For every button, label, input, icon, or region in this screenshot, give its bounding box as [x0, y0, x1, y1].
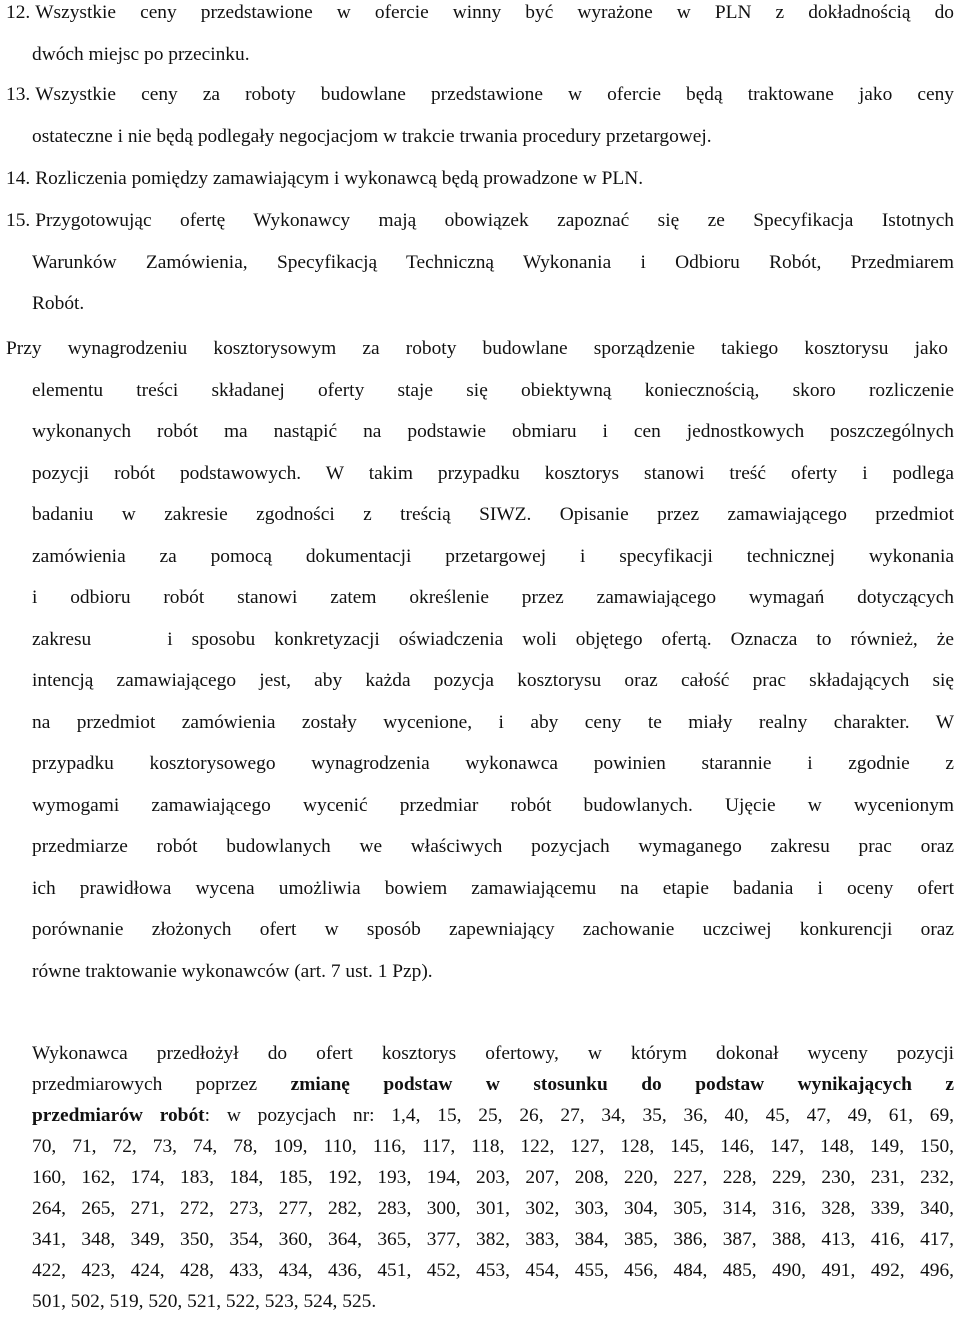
list-item-number: 13. [6, 84, 31, 105]
paragraph-line: intencją zamawiającego jest, aby każda pozycja kosztorysu oraz całość prac składających się [32, 670, 954, 691]
paragraph-line: badaniu w zakresie zgodności z treścią SIWZ. Opisanie przez zamawiającego przedmiot [32, 504, 954, 525]
paragraph-line: elementu treści składanej oferty staje się obiektywną koniecznością, skoro rozliczenie [32, 379, 954, 401]
paragraph-cost-estimate [6, 328, 954, 992]
paragraph-text: przedmiarowych poprzez [32, 1074, 258, 1095]
paragraph-line: zamówienia za pomocą dokumentacji przetargowej i specyfikacji technicznej wykonania [32, 545, 954, 567]
paragraph-line: na przedmiot zamówienia zostały wycenione, i aby ceny te miały realny charakter. W [32, 711, 954, 733]
paragraph-line: i odbioru robót stanowi zatem określenie przez zamawiającego wymagań dotyczących [32, 587, 954, 608]
list-item-text: Robót. [32, 293, 85, 314]
paragraph-line: Wykonawca przedłożył do ofert kosztorys ofertowy, w którym dokonał wyceny pozycji [32, 1043, 954, 1064]
list-item-text: Wszystkie ceny za roboty budowlane przedstawione w ofercie będą traktowane jako ceny [35, 84, 954, 105]
list-item-text: Wszystkie ceny przedstawione w ofercie winny być wyrażone w PLN z dokładnością do [35, 2, 954, 23]
paragraph-line: pozycji robót podstawowych. W takim przypadku kosztorys stanowi treść oferty i podlega [32, 462, 954, 484]
paragraph-line: ich prawidłowa wycena umożliwia bowiem zamawiającemu na etapie badania i oceny ofert [32, 877, 954, 899]
paragraph-line: 422, 423, 424, 428, 433, 434, 436, 451, 452, 453, 454, 455, 456, 484, 485, 490, 491, 492, 496, [32, 1260, 954, 1281]
list-item-text: dwóch miejsc po przecinku. [32, 43, 250, 65]
paragraph-line: zakresu i sposobu konkretyzacji oświadczenia woli objętego ofertą. Oznacza to również, że [32, 628, 954, 650]
paragraph-line: 341, 348, 349, 350, 354, 360, 364, 365, 377, 382, 383, 384, 385, 386, 387, 388, 413, 416, 417, [32, 1229, 954, 1250]
paragraph-text: : w pozycjach nr: 1,4, 15, 25, 26, 27, 34, 35, 36, 40, 45, 47, 49, 61, 69, [204, 1105, 954, 1126]
list-item-text: Warunków Zamówienia, Specyfikacją Techniczną Wykonania i Odbioru Robót, Przedmiarem [32, 251, 954, 273]
paragraph-contractor-positions [32, 1038, 954, 1317]
list-item-14 [6, 158, 954, 200]
paragraph-line [32, 1069, 954, 1100]
paragraph-bold-text: przedmiarów robót [32, 1105, 205, 1126]
paragraph-line [32, 1100, 954, 1131]
list-item-12 [6, 0, 954, 75]
paragraph-line: wymogami zamawiającego wycenić przedmiar robót budowlanych. Ujęcie w wycenionym [32, 794, 954, 816]
paragraph-line: 501, 502, 519, 520, 521, 522, 523, 524, 525. [32, 1291, 377, 1312]
list-item-number: 14. [6, 168, 31, 189]
list-item-text: Przygotowując ofertę Wykonawcy mają obowiązek zapoznać się ze Specyfikacja Istotnych [35, 210, 954, 231]
paragraph-line: 264, 265, 271, 272, 273, 277, 282, 283, 300, 301, 302, 303, 304, 305, 314, 316, 328, 339, 340, [32, 1198, 954, 1219]
paragraph-line: przedmiarze robót budowlanych we właściwych pozycjach wymaganego zakresu prac oraz [32, 836, 954, 857]
paragraph-line: Przy wynagrodzeniu kosztorysowym za roboty budowlane sporządzenie takiego kosztorysu jako [6, 338, 948, 359]
paragraph-line: porównanie złożonych ofert w sposób zapewniający zachowanie uczciwej konkurencji oraz [32, 919, 954, 940]
paragraph-line: wykonanych robót ma nastąpić na podstawie obmiaru i cen jednostkowych poszczególnych [32, 421, 954, 442]
list-item-number: 15. [6, 210, 31, 231]
paragraph-line: 160, 162, 174, 183, 184, 185, 192, 193, 194, 203, 207, 208, 220, 227, 228, 229, 230, 231, 232, [32, 1167, 954, 1188]
paragraph-line: przypadku kosztorysowego wynagrodzenia wykonawca powinien starannie i zgodnie z [32, 753, 954, 774]
list-item-number: 12. [6, 2, 31, 23]
paragraph-line: 70, 71, 72, 73, 74, 78, 109, 110, 116, 117, 118, 122, 127, 128, 145, 146, 147, 148, 149, 150, [32, 1136, 954, 1157]
list-item-13 [6, 74, 954, 157]
paragraph-line: równe traktowanie wykonawców (art. 7 ust. 1 Pzp). [32, 960, 433, 982]
paragraph-bold-text: zmianę podstaw w stosunku do podstaw wynikających z [290, 1074, 954, 1095]
list-item-15 [6, 200, 954, 325]
list-item-text: Rozliczenia pomiędzy zamawiającym i wykonawcą będą prowadzone w PLN. [35, 168, 644, 189]
list-item-text: ostateczne i nie będą podlegały negocjacjom w trakcie trwania procedury przetargowej. [32, 125, 712, 147]
